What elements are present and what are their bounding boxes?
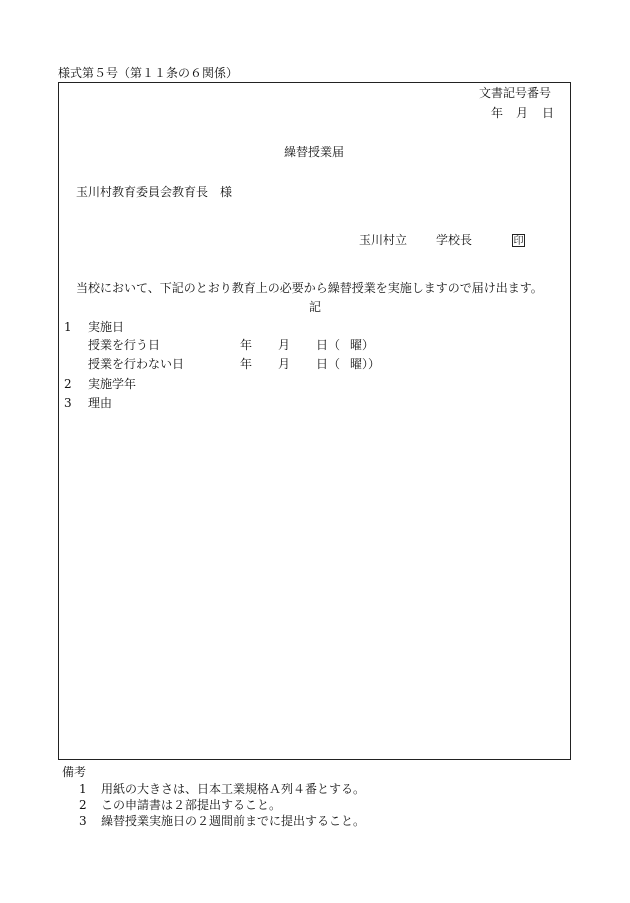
form-label: 様式第５号（第１１条の６関係） xyxy=(58,66,239,80)
sub-row-2-year: 年 xyxy=(240,357,253,371)
sub-row-2-day: 日（ xyxy=(316,357,341,371)
item-1-label: 実施日 xyxy=(88,320,125,334)
seal-label: 印 xyxy=(513,236,524,247)
ki-label: 記 xyxy=(309,300,322,314)
body-text: 当校において、下記のとおり教育上の必要から繰替授業を実施しますので届け出ます。 xyxy=(76,281,543,295)
seal-mark xyxy=(512,233,525,247)
item-2-label: 実施学年 xyxy=(88,377,137,391)
sub-row-2-month: 月 xyxy=(278,357,291,371)
item-3-label: 理由 xyxy=(88,396,113,410)
item-3-num: 3 xyxy=(64,396,72,410)
item-2-num: 2 xyxy=(64,377,72,391)
note-3-text: 繰替授業実施日の２週間前までに提出すること。 xyxy=(101,814,366,828)
note-2-text: この申請書は２部提出すること。 xyxy=(101,798,282,812)
sub-row-2-label: 授業を行わない日 xyxy=(88,357,185,371)
date-year-label: 年 xyxy=(491,106,504,120)
doc-number-label: 文書記号番号 xyxy=(479,86,552,100)
note-1-text: 用紙の大きさは、日本工業規格Ａ列４番とする。 xyxy=(101,782,366,796)
sub-row-2-dow: 曜）） xyxy=(350,357,381,371)
date-month-label: 月 xyxy=(516,106,529,120)
doc-title: 繰替授業届 xyxy=(284,145,345,159)
sender-principal: 学校長 xyxy=(436,233,473,247)
item-1-num: 1 xyxy=(64,320,72,334)
date-day-label: 日 xyxy=(542,106,555,120)
note-3-num: 3 xyxy=(79,814,87,828)
addressee: 玉川村教育委員会教育長 様 xyxy=(76,185,233,199)
sub-row-1-day: 日（ xyxy=(316,338,341,352)
sub-row-1-year: 年 xyxy=(240,338,253,352)
sub-row-1-dow: 曜） xyxy=(350,338,375,352)
note-1-num: 1 xyxy=(79,782,87,796)
note-2-num: 2 xyxy=(79,798,87,812)
sub-row-1-month: 月 xyxy=(278,338,291,352)
notes-title: 備考 xyxy=(62,765,87,779)
sender-school: 玉川村立 xyxy=(359,233,408,247)
form-frame xyxy=(58,82,571,760)
sub-row-1-label: 授業を行う日 xyxy=(88,338,161,352)
